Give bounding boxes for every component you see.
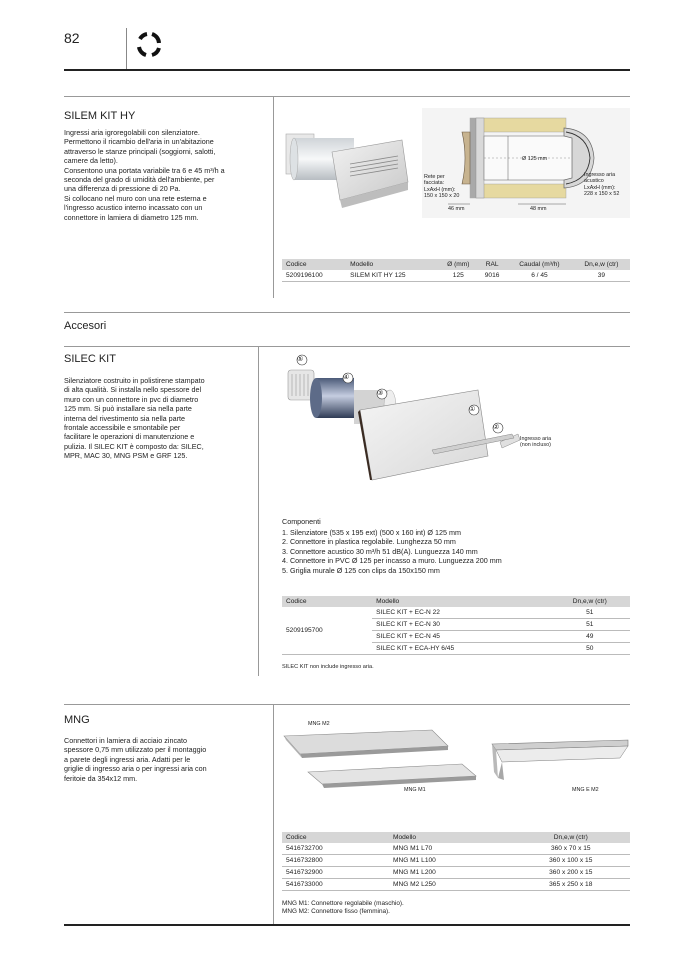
table-cell: 5209195700 (282, 607, 372, 655)
column-header: RAL (478, 259, 506, 270)
mng-description (64, 736, 264, 783)
table-cell: SILEM KIT HY 125 (346, 270, 438, 282)
mng-description-line: a parete degli ingressi aria. Adatti per le (64, 754, 191, 764)
mng-description-line: griglie di ingresso aria o per ingressi aria con (64, 764, 207, 774)
silem-description (64, 128, 264, 222)
column-header: Codice (282, 596, 372, 607)
column-header: Codice (282, 259, 346, 270)
table-cell: 51 (550, 607, 630, 619)
table-cell: 360 x 70 x 15 (512, 843, 631, 855)
silem-diagram (422, 108, 630, 218)
table-cell: SILEC KIT + ECA-HY 6/45 (372, 643, 549, 655)
mng-m1-m2-image (282, 728, 482, 790)
section-rule (64, 346, 630, 347)
silec-table (282, 596, 630, 655)
table-cell: 5416732700 (282, 843, 389, 855)
silem-description-line: connettore in lamiera di diametro 125 mm. (64, 212, 199, 222)
air-inlet-label (520, 436, 580, 449)
facade-grille-line: facciata: (424, 180, 445, 187)
mng-m2-label: MNG M2 (308, 721, 330, 727)
component-line: 5. Griglia murale Ø 125 con clips da 150x150 mm (282, 565, 440, 575)
silec-description-line: Silenziatore costruito in polistirene stampato (64, 376, 205, 385)
facade-grille-line: LxAxH (mm): (424, 186, 456, 193)
header-rule (64, 69, 630, 71)
callout-1-label: ① (469, 406, 476, 413)
silec-description-line: 125 mm. Si può installare sia nella parte (64, 404, 192, 414)
table-cell: 6 / 45 (506, 270, 573, 282)
silem-description-line: Si collocano nel muro con una rete esterna e (64, 193, 207, 203)
silem-description-line: camere da letto). (64, 156, 118, 166)
silem-description-line: Ingressi aria igroregolabili con silenziatore. (64, 128, 200, 137)
table-cell: 360 x 100 x 15 (512, 855, 631, 867)
column-divider (273, 704, 274, 924)
column-header: Dn,e,w (ctr) (512, 832, 631, 843)
mng-m1-label: MNG M1 (404, 787, 426, 793)
table-cell: MNG M2 L250 (389, 879, 512, 891)
dimension-left: 46 mm (448, 206, 465, 212)
component-line: 4. Connettore in PVC Ø 125 per incasso a muro. Lunguezza 200 mm (282, 556, 502, 566)
air-inlet-line: (non incluso) (520, 442, 551, 449)
table-cell: MNG M1 L100 (389, 855, 512, 867)
table-row (282, 855, 630, 867)
acoustic-inlet-label (584, 172, 630, 198)
silec-title: SILEC KIT (64, 353, 116, 365)
callout-4-label: ④ (343, 374, 350, 381)
air-inlet-line: Ingresso aria (520, 436, 552, 442)
table-cell: 5416733000 (282, 879, 389, 891)
silem-description-line: Consentono una portata variabile tra 6 e 45 m³/h a (64, 165, 225, 175)
mng-em2-image (488, 738, 630, 784)
mng-note-line: MNG M2: Connettore fisso (femmina). (282, 908, 390, 915)
section-rule (64, 312, 630, 313)
page-number: 82 (64, 30, 80, 46)
column-header: Modello (389, 832, 512, 843)
silec-exploded-image (282, 352, 582, 482)
column-divider (258, 346, 259, 676)
table-cell: SILEC KIT + EC-N 45 (372, 631, 549, 643)
table-cell: 360 x 200 x 15 (512, 867, 631, 879)
section-rule (64, 96, 630, 97)
table-row (282, 879, 630, 891)
silem-description-line: l'ingresso acustico interno incassato con un (64, 203, 203, 213)
table-cell: 125 (439, 270, 479, 282)
table-cell: SILEC KIT + EC-N 30 (372, 619, 549, 631)
silec-note: SILEC KIT non include ingresso aria. (282, 664, 374, 670)
mng-description-line: Connettori in lamiera di acciaio zincato (64, 736, 188, 745)
column-header: Dn,e,w (ctr) (573, 259, 630, 270)
table-cell: MNG M1 L70 (389, 843, 512, 855)
column-header: Dn,e,w (ctr) (550, 596, 630, 607)
callout-5-label: ⑤ (297, 356, 304, 363)
accessories-heading: Accesori (64, 320, 107, 332)
column-header: Modello (372, 596, 549, 607)
facade-grille-label (424, 174, 468, 200)
section-rule (64, 704, 630, 705)
silem-title: SILEM KIT HY (64, 110, 136, 122)
silec-description-line: interna del rivestimento sia nella parte (64, 413, 186, 423)
callout-2-label: ② (493, 424, 500, 431)
mng-description-line: spessore 0,75 mm utilizzato per il montaggio (64, 745, 207, 755)
table-cell: 49 (550, 631, 630, 643)
table-cell: 5416732900 (282, 867, 389, 879)
table-cell: 50 (550, 643, 630, 655)
silec-description-line: facilitare le operazioni di manutenzione e (64, 432, 195, 442)
acoustic-inlet-line: acustico (584, 178, 604, 185)
table-cell: 39 (573, 270, 630, 282)
components-title: Componenti (282, 517, 321, 526)
acoustic-inlet-line: 228 x 150 x 52 (584, 191, 620, 198)
header-divider (126, 28, 127, 70)
footer-rule (64, 924, 630, 926)
table-cell: SILEC KIT + EC-N 22 (372, 607, 549, 619)
table-row (282, 867, 630, 879)
diameter-label: Ø 125 mm (522, 156, 548, 162)
table-cell: MNG M1 L200 (389, 867, 512, 879)
mng-notes (282, 900, 404, 916)
component-line: 2. Connettore in plastica regolabile. Lunghezza 50 mm (282, 537, 456, 547)
silec-description-line: MPR, MAC 30, MNG PSM e GRF 125. (64, 451, 188, 461)
mng-note-line: MNG M1: Connettore regolabile (maschio). (282, 900, 404, 907)
silec-description-line: muro con un connettore in pvc di diametro (64, 394, 199, 404)
brand-logo-icon (134, 30, 164, 60)
silec-description (64, 376, 256, 461)
table-cell: 5209196100 (282, 270, 346, 282)
silem-description-line: seconda del grado di umidità dell'ambiente, per (64, 175, 215, 185)
table-cell: 5416732800 (282, 855, 389, 867)
callout-3-label: ③ (377, 390, 384, 397)
mng-description-line: feritoie da 354x12 mm. (64, 773, 138, 783)
dimension-right: 48 mm (530, 206, 547, 212)
mng-em2-label: MNG E M2 (572, 787, 599, 793)
component-line: 1. Silenziatore (535 x 195 ext) (500 x 160 int) Ø 125 mm (282, 528, 461, 537)
acoustic-inlet-line: LxAxH (mm): (584, 184, 616, 191)
column-header: Modello (346, 259, 438, 270)
silem-product-image (284, 112, 414, 222)
silec-description-line: pulizia. Il SILEC KIT è composto da: SILEC, (64, 441, 204, 451)
table-row (282, 607, 630, 619)
silem-description-line: una differenza di pressione di 20 Pa. (64, 184, 181, 194)
column-header: Caudal (m³/h) (506, 259, 573, 270)
facade-grille-line: 150 x 150 x 20 (424, 193, 460, 200)
silem-description-line: attraverso le stanze principali (soggiorni, salotti, (64, 146, 216, 156)
mng-title: MNG (64, 714, 90, 726)
column-divider (273, 96, 274, 298)
column-header: Codice (282, 832, 389, 843)
facade-grille-line: Rete per (424, 174, 445, 180)
mng-table (282, 832, 630, 891)
silem-description-line: Permettono il ricambio dell'aria in un'abitazione (64, 137, 214, 147)
acoustic-inlet-line: Ingresso aria (584, 172, 616, 178)
component-line: 3. Connettore acustico 30 m³/h 51 dB(A). Lunguezza 140 mm (282, 546, 478, 556)
table-cell: 9016 (478, 270, 506, 282)
table-cell: 51 (550, 619, 630, 631)
column-header: Ø (mm) (439, 259, 479, 270)
table-row (282, 270, 630, 282)
table-row (282, 843, 630, 855)
silec-description-line: frontale accessibile e smontabile per (64, 423, 181, 433)
silec-description-line: di alta qualità. Si installa nello spessore del (64, 385, 202, 395)
silem-table (282, 259, 630, 282)
table-cell: 365 x 250 x 18 (512, 879, 631, 891)
components-list (282, 528, 622, 575)
